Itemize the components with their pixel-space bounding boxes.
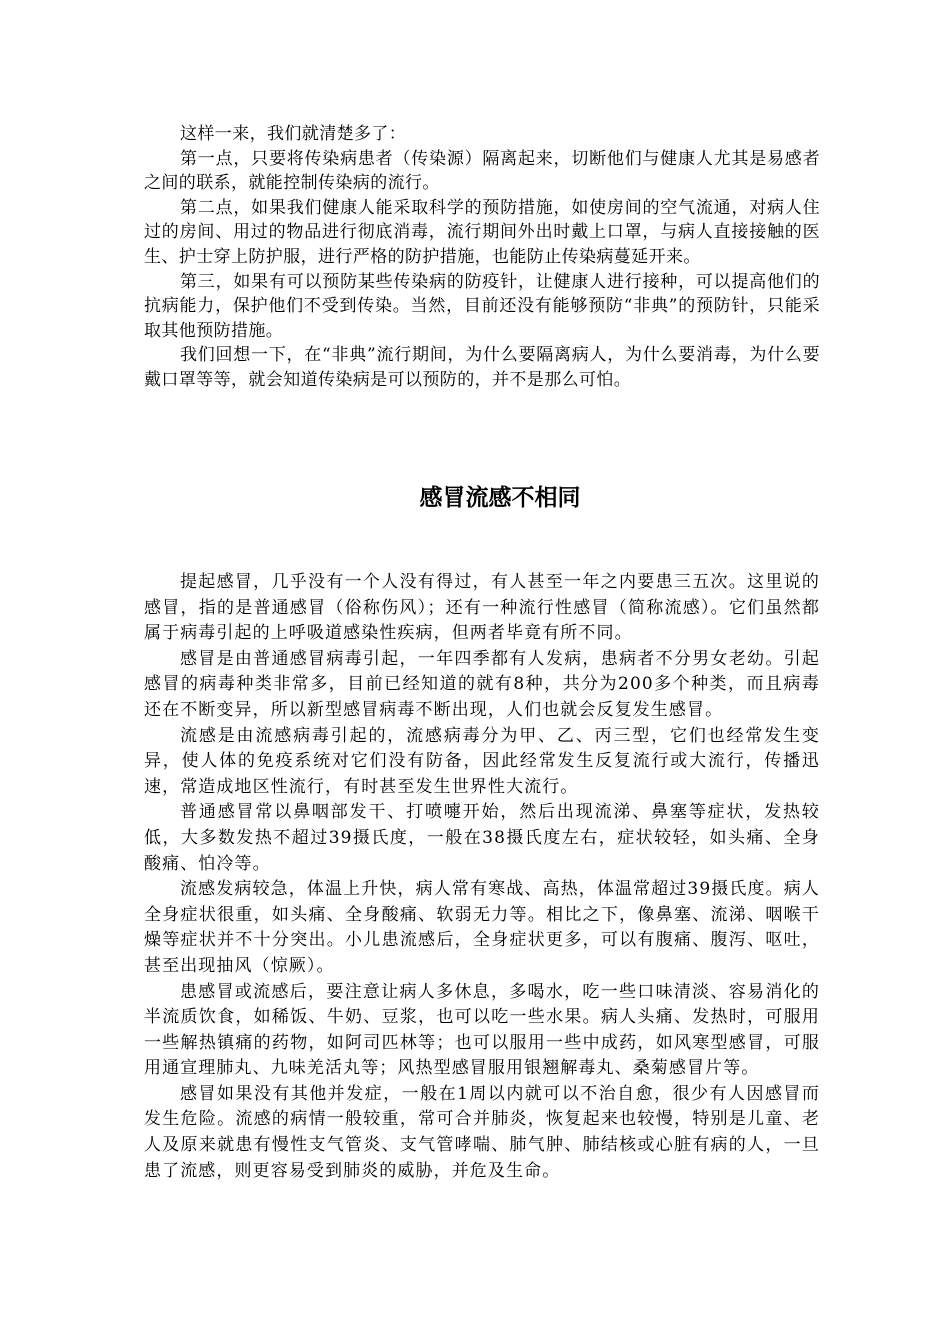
paragraph: 第二点，如果我们健康人能采取科学的预防措施，如使房间的空气流通，对病人住过的房间、用过的物品进行彻底消毒，流行期间外出时戴上口罩，与病人直接接触的医生、护士穿上防护服，进行严格的防护措施，也能防止传染病蔓延开来。: [144, 197, 820, 267]
paragraph: 感冒是由普通感冒病毒引起，一年四季都有人发病，患病者不分男女老幼。引起感冒的病毒种类非常多，目前已经知道的就有8种，共分为200多个种类，而且病毒还在不断变异，所以新型感冒病毒不断出现，人们也就会反复发生感冒。: [144, 648, 820, 720]
paragraph: 这样一来，我们就清楚多了：: [180, 124, 407, 144]
paragraph: 流感发病较急，体温上升快，病人常有寒战、高热，体温常超过39摄氏度。病人全身症状很重，如头痛、全身酸痛、软弱无力等。相比之下，像鼻塞、流涕、咽喉干燥等症状并不十分突出。小儿患流感后，全身症状更多，可以有腹痛、腹泻、呕吐，甚至出现抽风（惊厥）。: [144, 879, 820, 976]
paragraph: 普通感冒常以鼻咽部发干、打喷嚏开始，然后出现流涕、鼻塞等症状，发热较低，大多数发热不超过39摄氏度，一般在38摄氏度左右，症状较轻，如头痛、全身酸痛、怕冷等。: [144, 802, 820, 874]
paragraph: 第一点，只要将传染病患者（传染源）隔离起来，切断他们与健康人尤其是易感者之间的联系，就能控制传染病的流行。: [144, 148, 820, 194]
paragraph: 流感是由流感病毒引起的，流感病毒分为甲、乙、丙三型，它们也经常发生变异，使人体的免疫系统对它们没有防备，因此经常发生反复流行或大流行，传播迅速，常造成地区性流行，有时甚至发生世界性大流行。: [144, 725, 820, 797]
main-text-section: [144, 570, 820, 1184]
paragraph: 感冒如果没有其他并发症，一般在1周以内就可以不治自愈，很少有人因感冒而发生危险。流感的病情一般较重，常可合并肺炎，恢复起来也较慢，特别是儿童、老人及原来就患有慢性支气管炎、支气管哮喘、肺气肿、肺结核或心脏有病的人，一旦患了流感，则更容易受到肺炎的威胁，并危及生命。: [144, 1083, 820, 1181]
top-text-section: [144, 122, 820, 393]
paragraph: 提起感冒，几乎没有一个人没有得过，有人甚至一年之内要患三五次。这里说的感冒，指的是普通感冒（俗称伤风）；还有一种流行性感冒（简称流感）。它们虽然都属于病毒引起的上呼吸道感染性疾病，但两者毕竟有所不同。: [144, 572, 820, 644]
paragraph: 我们回想一下，在“非典”流行期间，为什么要隔离病人，为什么要消毒，为什么要戴口罩等等，就会知道传染病是可以预防的，并不是那么可怕。: [144, 345, 820, 390]
paragraph: 第三，如果有可以预防某些传染病的防疫针，让健康人进行接种，可以提高他们的抗病能力，保护他们不受到传染。当然，目前还没有能够预防“非典”的预防针，只能采取其他预防措施。: [144, 271, 820, 341]
paragraph: 患感冒或流感后，要注意让病人多休息，多喝水，吃一些口味清淡、容易消化的半流质饮食，如稀饭、牛奶、豆浆，也可以吃一些水果。病人头痛、发热时，可服用一些解热镇痛的药物，如阿司匹林等；也可以服用一些中成药，如风寒型感冒，可服用通宣理肺丸、九味羌活丸等；风热型感冒服用银翘解毒丸、桑菊感冒片等。: [144, 981, 820, 1079]
section-title: 感冒流感不相同: [419, 485, 581, 511]
